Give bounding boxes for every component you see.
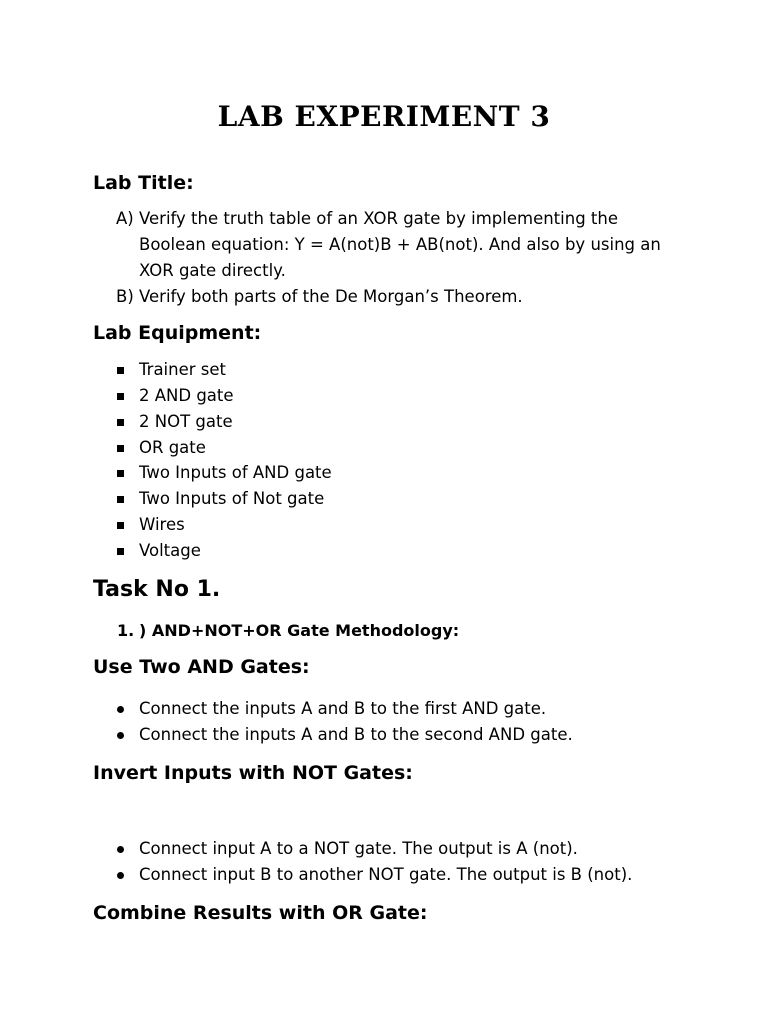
lab-title-a-line-2: Boolean equation: Y = A(not)B + AB(not). And also by using an <box>139 235 661 254</box>
equipment-item: 2 AND gate <box>139 386 234 405</box>
numbered-marker: 1. <box>117 621 135 640</box>
equipment-item: Two Inputs of Not gate <box>139 489 325 508</box>
equipment-item: Two Inputs of AND gate <box>139 463 332 482</box>
item-marker-a: A) <box>116 209 134 228</box>
invert-inputs-heading: Invert Inputs with NOT Gates: <box>93 762 413 784</box>
equipment-item: Wires <box>139 515 185 534</box>
square-bullet-icon <box>117 393 124 400</box>
lab-title-a-line-3: XOR gate directly. <box>139 261 286 280</box>
lab-title-heading: Lab Title: <box>93 172 194 194</box>
equipment-item: Voltage <box>139 541 201 560</box>
item-marker-b: B) <box>116 287 134 306</box>
round-bullet-icon <box>117 846 124 853</box>
document-title: LAB EXPERIMENT 3 <box>217 100 551 133</box>
round-bullet-icon <box>117 706 124 713</box>
use-two-and-heading: Use Two AND Gates: <box>93 656 310 678</box>
equipment-item: OR gate <box>139 438 206 457</box>
combine-results-heading: Combine Results with OR Gate: <box>93 902 428 924</box>
equipment-item: Trainer set <box>139 360 226 379</box>
lab-title-b-line-1: Verify both parts of the De Morgan’s Theorem. <box>139 287 523 306</box>
not-gates-item: Connect input A to a NOT gate. The output is A (not). <box>139 839 578 858</box>
round-bullet-icon <box>117 732 124 739</box>
square-bullet-icon <box>117 548 124 555</box>
task-heading: Task No 1. <box>93 577 221 602</box>
square-bullet-icon <box>117 522 124 529</box>
lab-equipment-heading: Lab Equipment: <box>93 322 262 344</box>
not-gates-item: Connect input B to another NOT gate. The output is B (not). <box>139 865 633 884</box>
square-bullet-icon <box>117 367 124 374</box>
square-bullet-icon <box>117 470 124 477</box>
lab-title-a-line-1: Verify the truth table of an XOR gate by implementing the <box>139 209 618 228</box>
methodology-subheading: ) AND+NOT+OR Gate Methodology: <box>139 621 460 640</box>
square-bullet-icon <box>117 419 124 426</box>
square-bullet-icon <box>117 445 124 452</box>
and-gates-item: Connect the inputs A and B to the first AND gate. <box>139 699 547 718</box>
equipment-item: 2 NOT gate <box>139 412 233 431</box>
round-bullet-icon <box>117 872 124 879</box>
and-gates-item: Connect the inputs A and B to the second AND gate. <box>139 725 573 744</box>
square-bullet-icon <box>117 496 124 503</box>
